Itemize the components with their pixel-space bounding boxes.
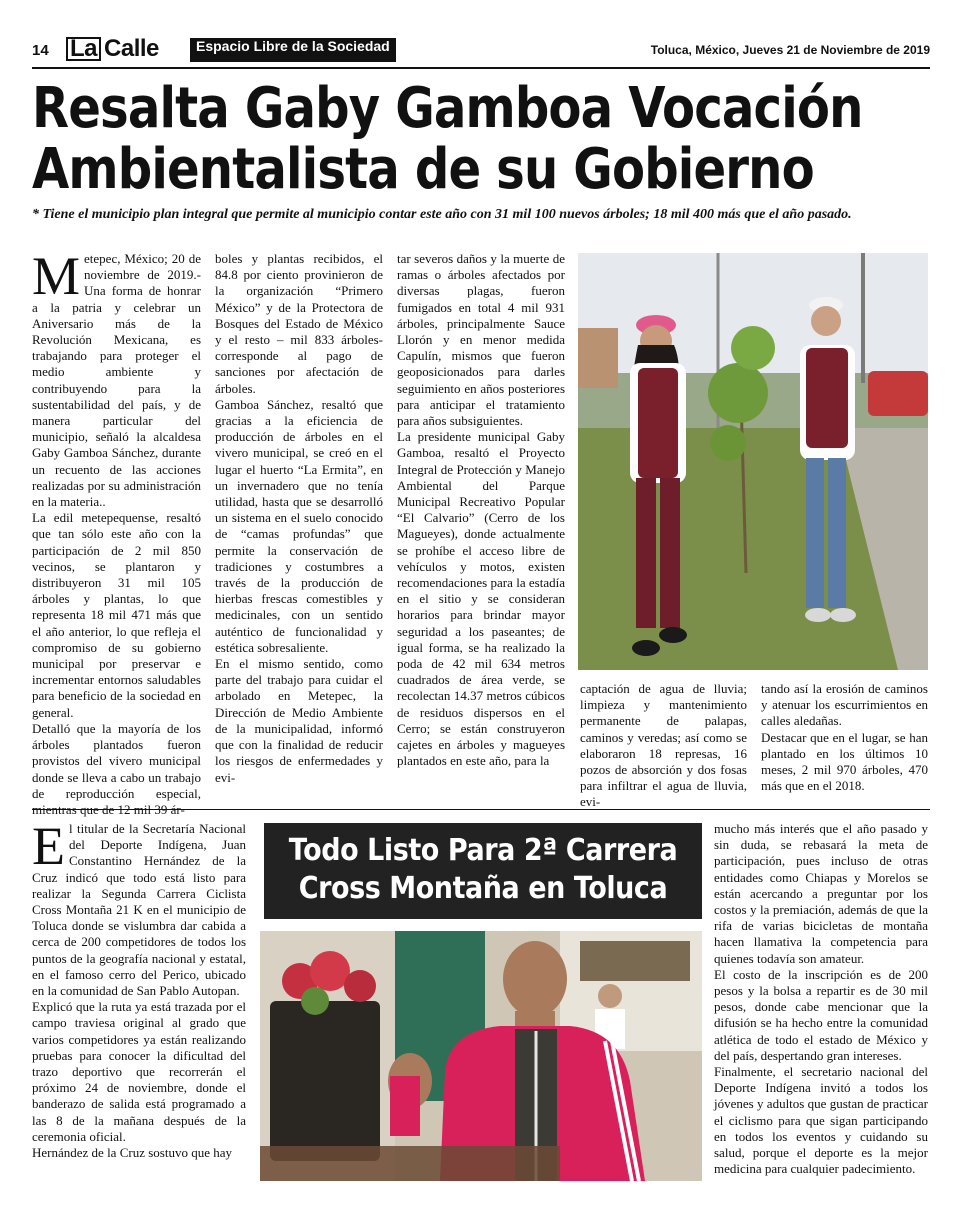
paragraph: l titular de la Secretaría Nacional del Deporte Indígena, Juan Constantino Hernández de la Cruz indicó que todo está listo para realizar la Segunda Carrera Ciclista Cross Montaña 21 K en el municipio de Toluca donde se vislumbra dar cabida a cerca de 200 competidores de todos los puntos de la geografía nacional y estatal, en el famoso cerro del Perico, ubicado en la comunidad de San Pablo Autopan. bbox=[32, 821, 246, 999]
drop-cap: M bbox=[32, 246, 81, 306]
paragraph: La edil metepequense, resaltó que tan sólo este año con la participación de 2 mil 850 vecinos, se plantaron y distribuyeron 31 mil 105 árboles y plantas, lo que representa 18 mil 471 más que el año anterior, lo que refleja el compromiso de su gobierno municipal por preservar e incrementar entornos saludables para beneficio de la sociedad en general. bbox=[32, 510, 201, 720]
article1-column-2 bbox=[215, 251, 383, 786]
masthead bbox=[32, 35, 930, 64]
headline-box bbox=[264, 823, 702, 919]
subheadline: * Tiene el municipio plan integral que permite al municipio contar este año con 31 mil 100 nuevos árboles; 18 mil 400 más que el año pasado. bbox=[32, 207, 852, 222]
paragraph: La presidente municipal Gaby Gamboa, resaltó el Proyecto Integral de Protección y Manejo Ambiental del Parque Municipal Recreativo Popular “El Calvario” (Cerro de los Magueyes), donde actualmente se prohíbe el acceso libre de vehículos y motos, existen recomendaciones para la estadía en el sitio y se consideran horarios para brindar mayor seguridad a los paseantes; de igual forma, se ha realizado la poda de 42 mil 634 metros cuadrados de área verde, se recolectan 14.37 metros cúbicos de residuos dispersos en el Cerro; se están construyeron cajetes en árboles y magueyes plantados en este año, para la bbox=[397, 429, 565, 769]
page-number: 14 bbox=[32, 42, 49, 59]
headline bbox=[32, 76, 863, 202]
photo-man-in-red-jacket bbox=[260, 931, 702, 1181]
paragraph: Finalmente, el secretario nacional del Deporte Indígena invitó a todos los jóvenes y adultos que gustan de practicar el ciclismo para que sigan participando en todos los eventos y cuidando su salud, porque el deporte es la mejor medicina para cualquier padecimiento. bbox=[714, 1064, 928, 1177]
headline-2-line-1: Todo Listo Para 2ª Carrera bbox=[288, 833, 678, 868]
newspaper-logo: La Calle bbox=[66, 35, 159, 63]
dateline: Toluca, México, Jueves 21 de Noviembre de 2019 bbox=[650, 43, 930, 57]
paragraph: tar severos daños y la muerte de ramas o árboles afectados por diversas plagas, fueron fumigados en total 4 mil 931 árboles, principalmente Sauce Llorón y en menor medida Capulín, mismos que fueron geoposicionados para darles seguimiento en años posteriores para anticipar el tratamiento para años subsiguientes. bbox=[397, 251, 565, 429]
article1-column-1 bbox=[32, 246, 201, 818]
paragraph: etepec, México; 20 de noviembre de 2019.- Una forma de honrar a la patria y celebrar un Aniversario más de la Revolución Mexicana, es trabajando para proteger el medio ambiente y contribuyendo para la sustentabilidad del país, y de manera particular del municipio, señaló la alcaldesa Gaby Gamboa Sánchez, durante un recuento de las acciones realizadas por su administración en la materia.. bbox=[32, 251, 201, 510]
paragraph: Detalló que la mayoría de los árboles plantados fueron provistos del vivero municipal donde se lleva a cabo un trabajo de reproducción especial, mientras que de 12 mil 39 ár- bbox=[32, 720, 201, 817]
paragraph: captación de agua de lluvia; limpieza y mantenimiento permanente de palapas, caminos y veredas; así como se elaboraron 18 represas, 16 pozos de absorción y dos fosas para infiltrar el agua de lluvia, evi- bbox=[580, 681, 747, 810]
article1-column-5 bbox=[761, 681, 928, 794]
headline-line-2: Ambientalista de su Gobierno bbox=[32, 137, 814, 202]
paragraph: En el mismo sentido, como parte del trabajo para cuidar el arbolado en Metepec, la Dirección de Medio Ambiente de la municipalidad, informó que con la finalidad de reducir los riesgos de enfermedades y evi- bbox=[215, 656, 383, 785]
paragraph: tando así la erosión de caminos y atenuar los escurrimientos en calles aledañas. bbox=[761, 681, 928, 729]
article-divider bbox=[32, 809, 930, 810]
article1-column-4 bbox=[580, 681, 747, 811]
paragraph: Gamboa Sánchez, resaltó que gracias a la eficiencia de producción de árboles en el vivero municipal, se creó en el lugar el huerto “La Ermita”, en un invernadero que no tenía utilidad, hasta que se desarrolló un sistema en el suelo conocido de “camas profundas” que permite la conservación de tradiciones y costumbres a través de la producción de hierbas frescas comestibles y medicinales, con un sentido auténtico de funcionalidad y estética sobresaliente. bbox=[215, 396, 383, 655]
paragraph: mucho más interés que el año pasado y sin duda, se rebasará la meta de participación, pues incluso de otras entidades como Chiapas y Morelos se están acercando a preguntar por los costos y la premiación, además de que la rifa de varias bicicletas de montaña hacen llamativa la competencia para quienes todavía son amateur. bbox=[714, 821, 928, 966]
headline-2 bbox=[286, 832, 680, 908]
drop-cap: E bbox=[32, 816, 65, 876]
paragraph: boles y plantas recibidos, el 84.8 por ciento provinieron de la organización “Primero México” y de la Protectora de Bosques del Estado de México y el resto – mil 833 árboles- corresponde al pago de sanciones por afectación de árboles. bbox=[215, 251, 383, 396]
article2-column-1 bbox=[32, 816, 246, 1161]
article1-column-3 bbox=[397, 251, 565, 770]
logo-mark: La bbox=[66, 37, 101, 61]
article2-column-2 bbox=[714, 821, 928, 1177]
headline-line-1: Resalta Gaby Gamboa Vocación bbox=[32, 76, 863, 141]
paragraph: El costo de la inscripción es de 200 pesos y la bolsa a repartir es de 30 mil pesos, donde cabe mencionar que la difusión se ha hecho entre la comunidad atlética de todo el estado de México y del país, despertando gran intereses. bbox=[714, 966, 928, 1063]
paragraph: Explicó que la ruta ya está trazada por el campo traviesa original al grado que varios competidores ya están realizando pruebas para conocer la dificultad del trazo deportivo que recorrerán el próximo 24 de noviembre, donde el banderazo de salida está programado a las 8 de la mañana después de la ceremonia oficial. bbox=[32, 999, 246, 1144]
paragraph: Destacar que en el lugar, se han plantado en los últimos 10 meses, 2 mil 970 árboles, 470 más que en el 2018. bbox=[761, 729, 928, 794]
section-label: Espacio Libre de la Sociedad bbox=[190, 38, 396, 62]
photo-officials-planting-tree bbox=[578, 253, 928, 670]
masthead-rule bbox=[32, 67, 930, 69]
headline-2-line-2: Cross Montaña en Toluca bbox=[298, 871, 668, 906]
paragraph: Hernández de la Cruz sostuvo que hay bbox=[32, 1145, 232, 1161]
